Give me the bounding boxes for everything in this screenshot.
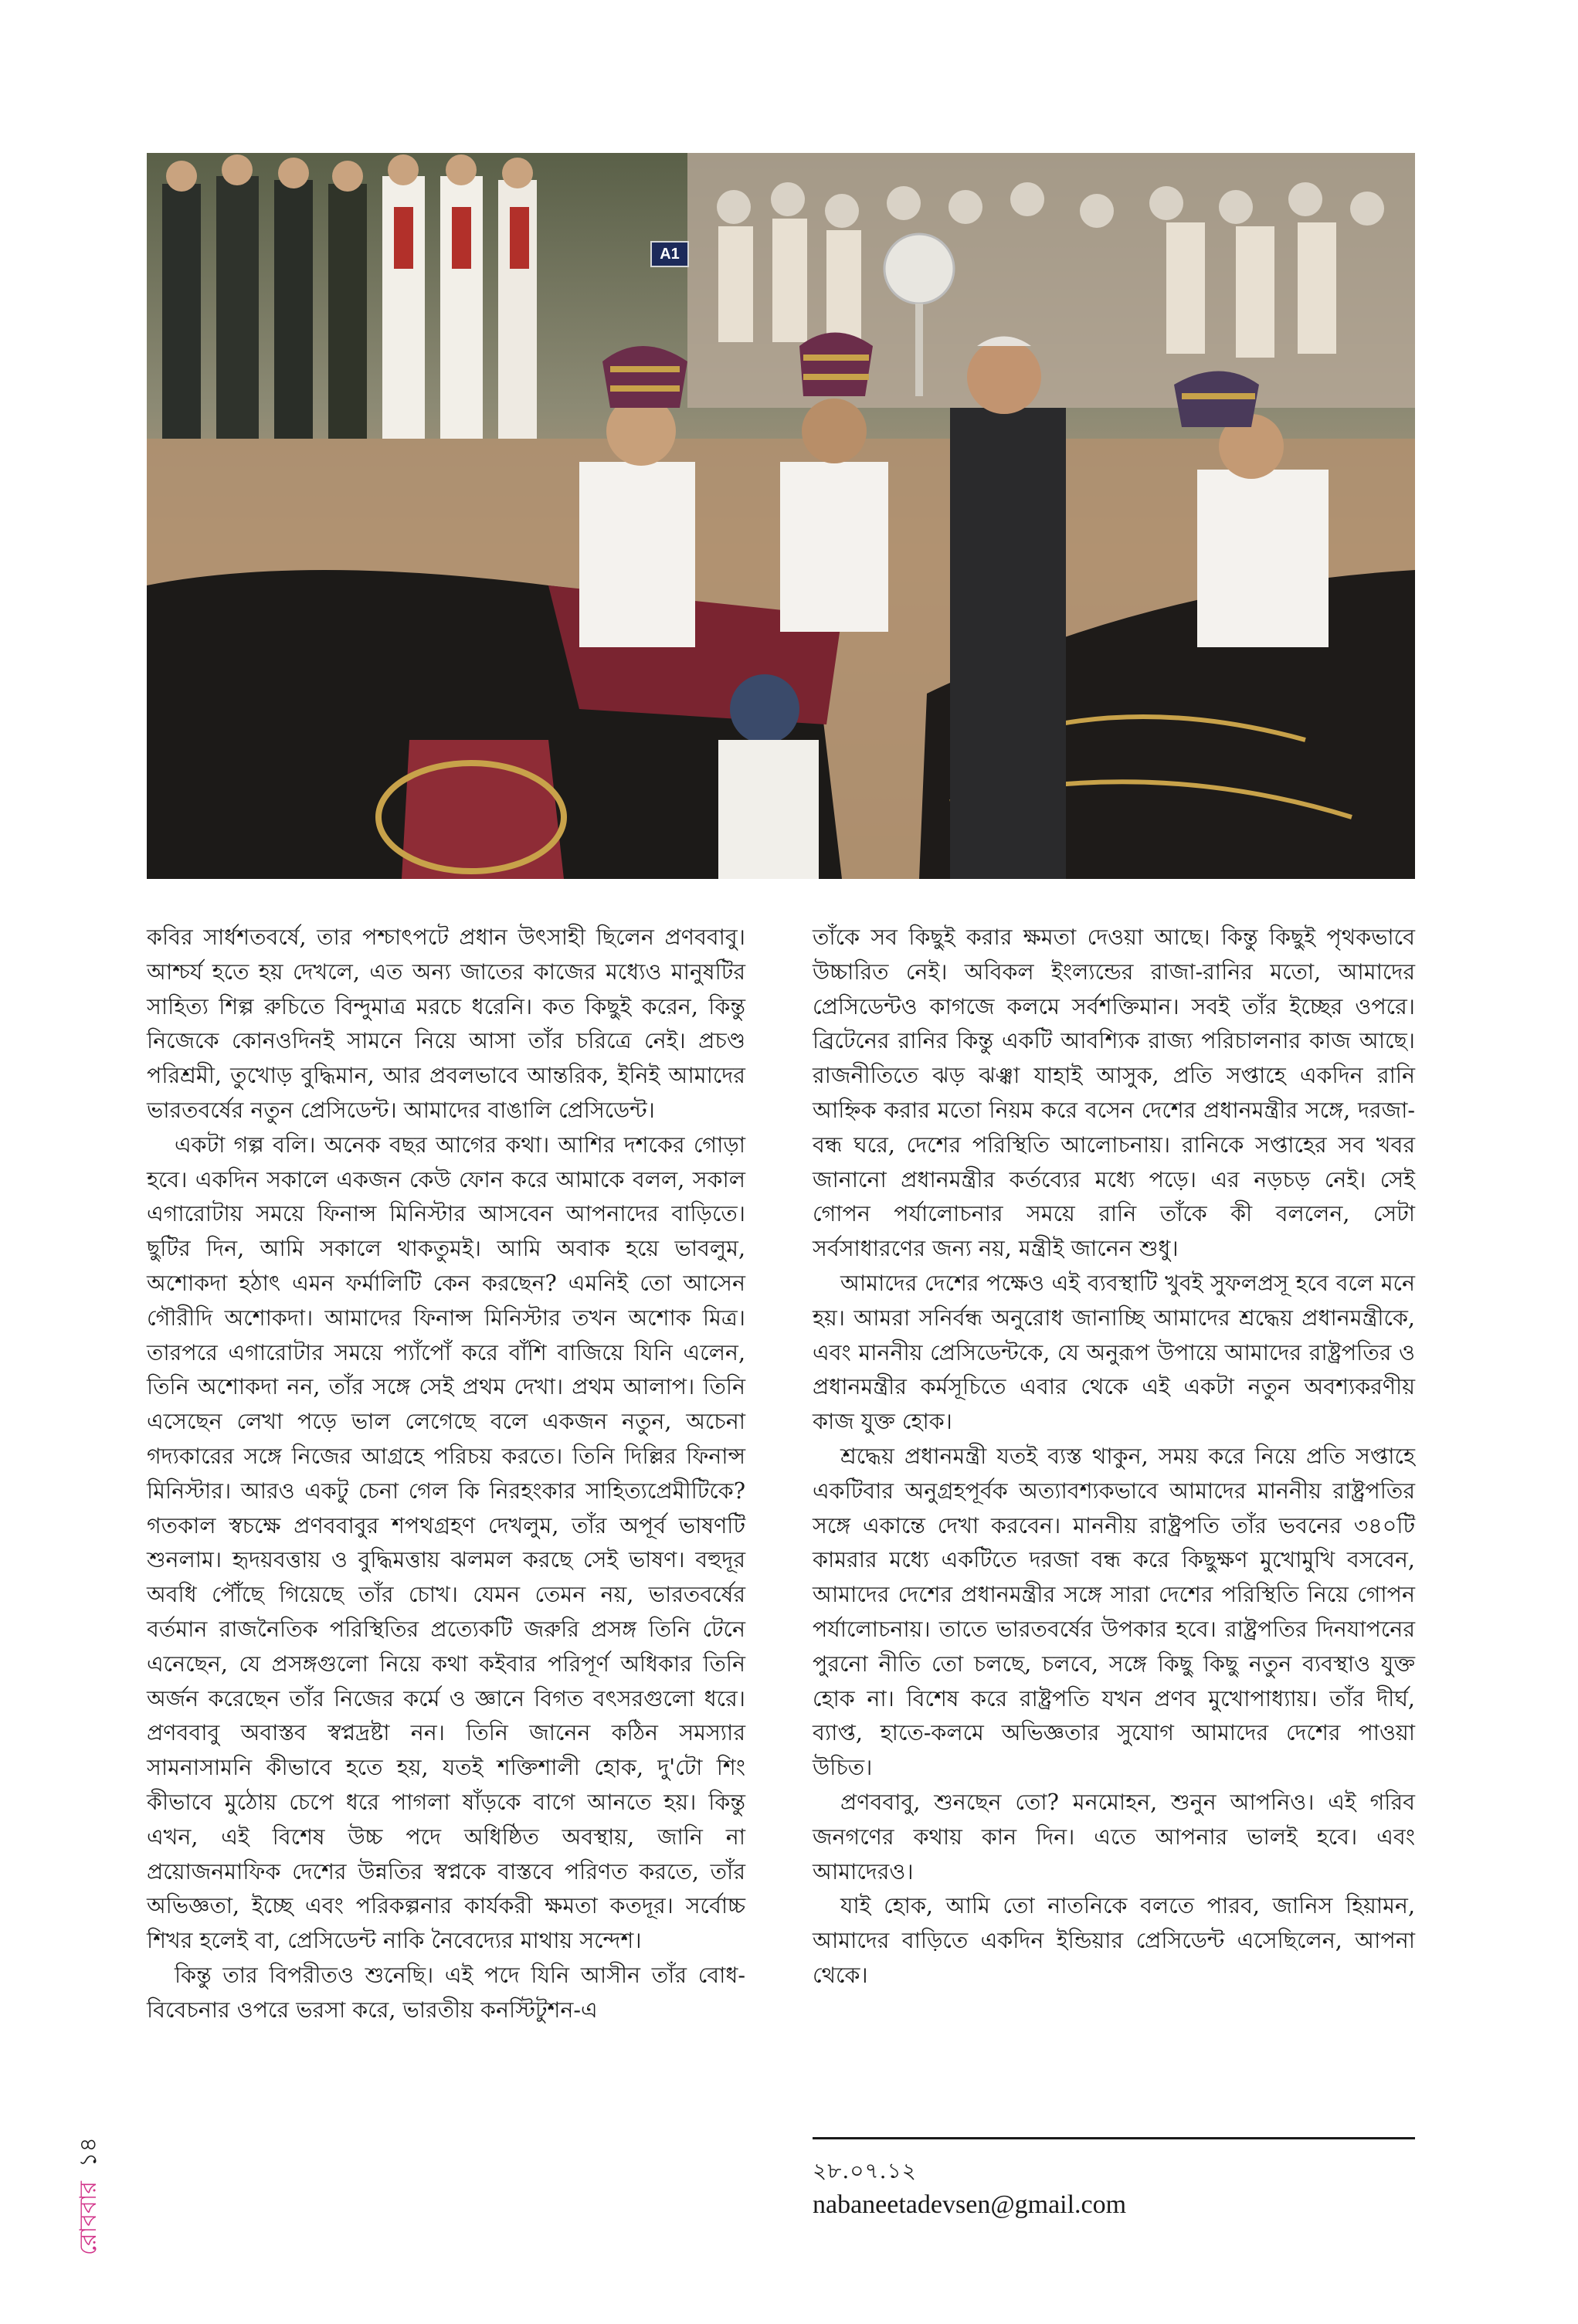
photo-illustration: [147, 153, 1415, 879]
article-column-left: [147, 921, 745, 2028]
author-email: nabaneetadevsen@gmail.com: [813, 2190, 1127, 2219]
article-column-right: [813, 921, 1415, 1993]
paragraph: শ্রদ্ধেয় প্রধানমন্ত্রী যতই ব্যস্ত থাকুন, সময় করে নিয়ে প্রতি সপ্তাহে একটিবার অনুগ্রহপূর্বক অত্যাবশ্যকভাবে আমাদের মাননীয় রাষ্ট্রপতির সঙ্গে একান্তে দেখা করবেন। মাননীয় রাষ্ট্রপতি তাঁর ভবনের ৩৪০টি কামরার মধ্যে একটিতে দরজা বন্ধ করে কিছুক্ষণ মুখোমুখি বসবেন, আমাদের দেশের প্রধানমন্ত্রীর সঙ্গে সারা দেশের পরিস্থিতি নিয়ে গোপন পর্যালোচনায়। তাতে ভারতবর্ষের উপকার হবে। রাষ্ট্রপতির দিনযাপনের পুরনো নীতি তো চলছে, চলবে, সঙ্গে কিছু কিছু নতুন ব্যবস্থাও যুক্ত হোক না। বিশেষ করে রাষ্ট্রপতি যখন প্রণব মুখোপাধ্যায়। তাঁর দীর্ঘ, ব্যাপ্ত, হাতে-কলমে অভিজ্ঞতার সুযোগ আমাদের দেশের পাওয়া উচিত।: [813, 1443, 1416, 1781]
magazine-name: রোববার: [75, 2181, 102, 2255]
page-folio: [70, 2137, 109, 2255]
paragraph: কবির সার্ধশতবর্ষে, তার পশ্চাৎপটে প্রধান উৎসাহী ছিলেন প্রণববাবু। আশ্চর্য হতে হয় দেখলে, এত অন্য জাতের কাজের মধ্যেও মানুষটির সাহিত্য শিল্প রুচিতে বিন্দুমাত্র মরচে ধরেনি। কত কিছুই করেন, কিন্তু নিজেকে কোনওদিনই সামনে নিয়ে আসা তাঁর চরিত্রে নেই। প্রচণ্ড পরিশ্রমী, তুখোড় বুদ্ধিমান, আর প্রবলভাবে আন্তরিক, ইনিই আমাদের ভারতবর্ষের নতুন প্রেসিডেন্ট। আমাদের বাঙালি প্রেসিডেন্ট।: [147, 925, 745, 1123]
paragraph: একটা গল্প বলি। অনেক বছর আগের কথা। আশির দশকের গোড়া হবে। একদিন সকালে একজন কেউ ফোন করে আমাকে বলল, সকাল এগারোটায় সময়ে ফিনান্স মিনিস্টার আসবেন আপনাদের বাড়িতে। ছুটির দিন, আমি সকালে থাকতুমই। আমি অবাক হয়ে ভাবলুম, অশোকদা হঠাৎ এমন ফর্মালিটি কেন করছেন? এমনিই তো আসেন গৌরীদি অশোকদা। আমাদের ফিনান্স মিনিস্টার তখন অশোক মিত্র। তারপরে এগারোটার সময়ে প্যাঁপোঁ করে বাঁশি বাজিয়ে যিনি এলেন, তিনি অশোকদা নন, তাঁর সঙ্গে সেই প্রথম দেখা। প্রথম আলাপ। তিনি এসেছেন লেখা পড়ে ভাল লেগেছে বলে একজন নতুন, অচেনা গদ্যকারের সঙ্গে নিজের আগ্রহে পরিচয় করতে। তিনি দিল্লির ফিনান্স মিনিস্টার। আরও একটু চেনা গেল কি নিরহংকার সাহিত্যপ্রেমীটিকে? গতকাল স্বচক্ষে প্রণববাবুর শপথগ্রহণ দেখলুম, তাঁর অপূর্ব ভাষণটি শুনলাম। হৃদয়বত্তায় ও বুদ্ধিমত্তায় ঝলমল করছে সেই ভাষণ। বহুদূর অবধি পৌঁছে গিয়েছে তাঁর চোখ। যেমন তেমন নয়, ভারতবর্ষের বর্তমান রাজনৈতিক পরিস্থিতির প্রত্যেকটি জরুরি প্রসঙ্গ তিনি টেনে এনেছেন, যে প্রসঙ্গগুলো নিয়ে কথা কইবার পরিপূর্ণ অধিকার তিনি অর্জন করেছেন তাঁর নিজের কর্মে ও জ্ঞানে বিগত বৎসরগুলো ধরে। প্রণববাবু অবাস্তব স্বপ্নদ্রষ্টা নন। তিনি জানেন কঠিন সমস্যার সামনাসামনি কীভাবে হতে হয়, যতই শক্তিশালী হোক, দু'টো শিং কীভাবে মুঠোয় চেপে ধরে পাগলা ষাঁড়কে বাগে আনতে হয়। কিন্তু এখন, এই বিশেষ উচ্চ পদে অধিষ্ঠিত অবস্থায়, জানি না প্রয়োজনমাফিক দেশের উন্নতির স্বপ্নকে বাস্তবে পরিণত করতে, তাঁর অভিজ্ঞতা, ইচ্ছে এবং পরিকল্পনার কার্যকরী ক্ষমতা কতদূর। সর্বোচ্চ শিখর হলেই বা, প্রেসিডেন্ট নাকি নৈবেদ্যের মাথায় সন্দেশ।: [147, 1131, 745, 1954]
article-photo: [147, 153, 1415, 879]
paragraph: প্রণববাবু, শুনছেন তো? মনমোহন, শুনুন আপনিও। এই গরিব জনগণের কথায় কান দিন। এতে আপনার ভালই হবে। এবং আমাদেরও।: [813, 1789, 1415, 1885]
paragraph: আমাদের দেশের পক্ষেও এই ব্যবস্থাটি খুবই সুফলপ্রসূ হবে বলে মনে হয়। আমরা সনির্বন্ধ অনুরোধ জানাচ্ছি আমাদের শ্রদ্ধেয় প্রধানমন্ত্রীকে, এবং মাননীয় প্রেসিডেন্টকে, যে অনুরূপ উপায়ে আমাদের রাষ্ট্রপতির ও প্রধানমন্ত্রীর কর্মসূচিতে এবার থেকে এই একটা নতুন অবশ্যকরণীয় কাজ যুক্ত হোক।: [813, 1270, 1415, 1435]
seat-label-badge: A1: [650, 241, 689, 267]
paragraph: কিন্তু তার বিপরীতও শুনেছি। এই পদে যিনি আসীন তাঁর বোধ-বিবেচনার ওপরে ভরসা করে, ভারতীয় কনস্টিটুশন-এ: [147, 1962, 745, 2023]
paragraph: তাঁকে সব কিছুই করার ক্ষমতা দেওয়া আছে। কিন্তু কিছুই পৃথকভাবে উচ্চারিত নেই। অবিকল ইংল্যন্ডের রাজা-রানির মতো, আমাদের প্রেসিডেন্টও কাগজে কলমে সর্বশক্তিমান। সবই তাঁর ইচ্ছের ওপরে। ব্রিটেনের রানির কিন্তু একটি আবশ্যিক রাজ্য পরিচালনার কাজ আছে। রাজনীতিতে ঝড় ঝঞ্ঝা যাহাই আসুক, প্রতি সপ্তাহে একদিন রানি আহ্নিক করার মতো নিয়ম করে বসেন দেশের প্রধানমন্ত্রীর সঙ্গে, দরজা-বন্ধ ঘরে, দেশের পরিস্থিতি আলোচনায়। রানিকে সপ্তাহের সব খবর জানানো প্রধানমন্ত্রীর কর্তব্যের মধ্যে পড়ে। এর নড়চড় নেই। সেই গোপন পর্যালোচনার সময়ে রানি তাঁকে কী বললেন, সেটা সর্বসাধারণের জন্য নয়, মন্ত্রীই জানেন শুধু।: [813, 925, 1415, 1262]
page-number: ১৪: [75, 2137, 102, 2168]
article-date: ২৮.০৭.১২: [813, 2158, 917, 2183]
paragraph: যাই হোক, আমি তো নাতনিকে বলতে পারব, জানিস হিয়ামন, আমাদের বাড়িতে একদিন ইন্ডিয়ার প্রেসিডেন্ট এসেছিলেন, আপনা থেকে।: [813, 1893, 1415, 1988]
signature-divider: [813, 2137, 1415, 2139]
